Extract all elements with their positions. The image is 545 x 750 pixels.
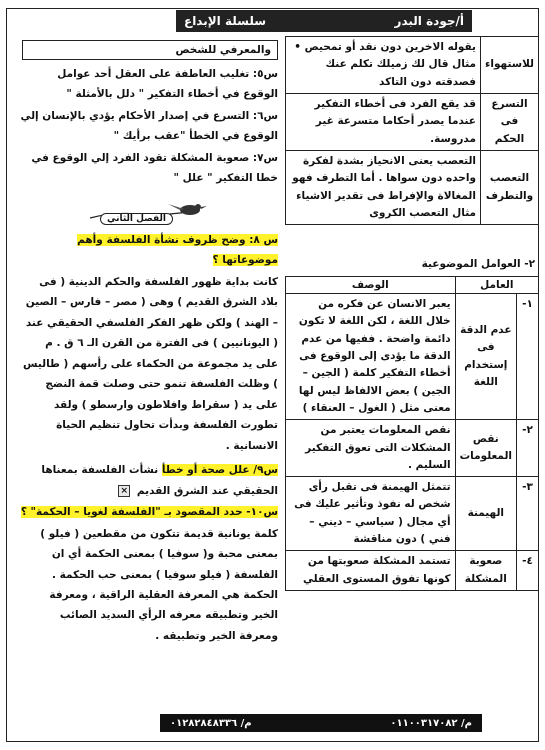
desc-cell: قد يقع الفرد فى أخطاء التفكير عندما يصدر أحكاما متسرعة غير مدروسة. <box>286 93 481 150</box>
chapter-label: الفصل الثاني <box>100 213 173 225</box>
factors-table <box>285 276 539 591</box>
question-6: س٦: التسرع في إصدار الأحكام يؤدي بالإنسان إلي الوقوع في الخطأ "عقب برأيك " <box>20 109 278 143</box>
header-series: سلسلة الإبداع <box>184 14 267 28</box>
desc-cell: التعصب يعنى الانحياز بشدة لفكرة واحده دون سواها . أما التطرف فهو المغالاة والإفراط فى تقدير الاشياء مثال التعصب الكروى <box>286 150 481 224</box>
desc-cell: تتمثل الهيمنة فى تقبل رأى شخص له نفوذ وتأثير عليك فى أي مجال ( سياسي – ديني – فني ) دون مناقشة <box>286 477 456 551</box>
question-7: س٧: صعوبة المشكلة تقود الفرد إلي الوقوع في خطا التفكير " علل " <box>31 151 278 185</box>
desc-cell: تستمد المشكلة صعوبتها من كونها تفوق المستوى العقلي <box>286 551 456 591</box>
question-10-answer: كلمة يونانية قديمة تتكون من مقطعين ( فيلو ) بمعنى محبة و( سوفيا ) بمعنى الحكمة أي ان الفلسفة ( فيلو سوفيا ) بمعنى حب الحكمة . الحكمة هي المعرفة العقلية الراقية ، ومعرفة الخير وتطبيقه معرفه الرأي السديد الصائب ومعرفة الخير وتطبيقه . <box>40 527 278 642</box>
col-factor: العامل <box>455 277 538 294</box>
answer-mark-icon: × <box>118 485 130 497</box>
table-row <box>286 150 539 224</box>
top-table <box>285 36 539 225</box>
desc-cell: يقوله الاخرين دون نقد أو تمحيص • مثال قال لك زميلك تكلم عنك فصدقته دون التاكد <box>286 37 481 94</box>
question-9-title: س٩/ علل صحة أو خطأ <box>161 464 278 477</box>
left-column-lower <box>20 230 278 647</box>
table-header-row <box>286 277 539 294</box>
term-cell: صعوبة المشكلة <box>455 551 516 591</box>
left-topbar <box>22 40 278 60</box>
table-row <box>286 551 539 591</box>
topbar-text: والمعرفي للشخص <box>175 44 271 56</box>
table-row <box>286 37 539 94</box>
footer-phone-right: م/ ٠١١٠٠٣١٧٠٨٢ <box>390 717 472 729</box>
term-cell: نقص المعلومات <box>455 420 516 477</box>
term-cell: التعصب والتطرف <box>480 150 538 224</box>
table-row <box>286 93 539 150</box>
left-column <box>20 64 278 190</box>
term-cell: للاستهواء <box>480 37 538 94</box>
footer-phone-left: م/ ٠١٢٨٢٨٤٨٣٣٦ <box>170 717 252 729</box>
col-desc: الوصف <box>286 277 456 294</box>
row-number: ١- <box>517 294 539 420</box>
term-cell: الهيمنة <box>455 477 516 551</box>
row-number: ٤- <box>517 551 539 591</box>
question-8-answer: كانت بداية ظهور الفلسفة والحكم الدينية ( فى بلاد الشرق القديم ) وهى ( مصر – فارس – الصين – الهند ) ولكن ظهر الفكر الفلسفي الحقيقي عند ( اليونانيين ) فى الفترة من القرن الـ ٦ ق . م على يد مجموعة من الحكماء على رأسهم ( طاليس ) وظلت الفلسفة تنمو حتى وصلت قمة النضج على يد ( سقراط وافلاطون وارسطو ) ولقد تطورت الفلسفة وبدأت تحاول تنظيم الحياة الانسانية . <box>23 275 278 452</box>
page-header <box>176 10 472 32</box>
header-author: أ/جودة البدر <box>394 14 464 28</box>
question-5: س٥: تغليب العاطفة على العقل أحد عوامل الوقوع في أخطاء التفكير " دلل بالأمثلة " <box>57 68 278 101</box>
page-footer <box>160 714 482 732</box>
question-10-title: س١٠- حدد المقصود بـ "الفلسفة لغويا – الحكمة" ؟ <box>20 506 278 519</box>
question-8-title: س ٨: وضح ظروف نشأة الفلسفة وأهم موضوعاتها ؟ <box>77 234 278 267</box>
section-title: ٢- العوامل الموضوعية <box>421 258 535 270</box>
row-number: ٣- <box>517 477 539 551</box>
row-number: ٢- <box>517 420 539 477</box>
table-row <box>286 420 539 477</box>
desc-cell: نقص المعلومات يعتبر من المشكلات التى تعوق التفكير السليم . <box>286 420 456 477</box>
desc-cell: يعبر الانسان عن فكره من خلال اللغة ، لكن اللغة لا تكون دائمة واضحة . ففيها من عدم الدقة ما يؤدى إلى الوقوع فى أخطاء التفكير كلمة ( الجين – الجين ) بعض الالفاظ ليس لها معنى مثل ( الغول – العنقاء ) <box>286 294 456 420</box>
question-9-body: نشأت الفلسفة بمعناها الحقيقي عند الشرق القديم <box>41 464 278 497</box>
term-cell: عدم الدقة فى إستخدام اللغة <box>455 294 516 420</box>
term-cell: التسرع فى الحكم <box>480 93 538 150</box>
table-row <box>286 477 539 551</box>
table-row <box>286 294 539 420</box>
